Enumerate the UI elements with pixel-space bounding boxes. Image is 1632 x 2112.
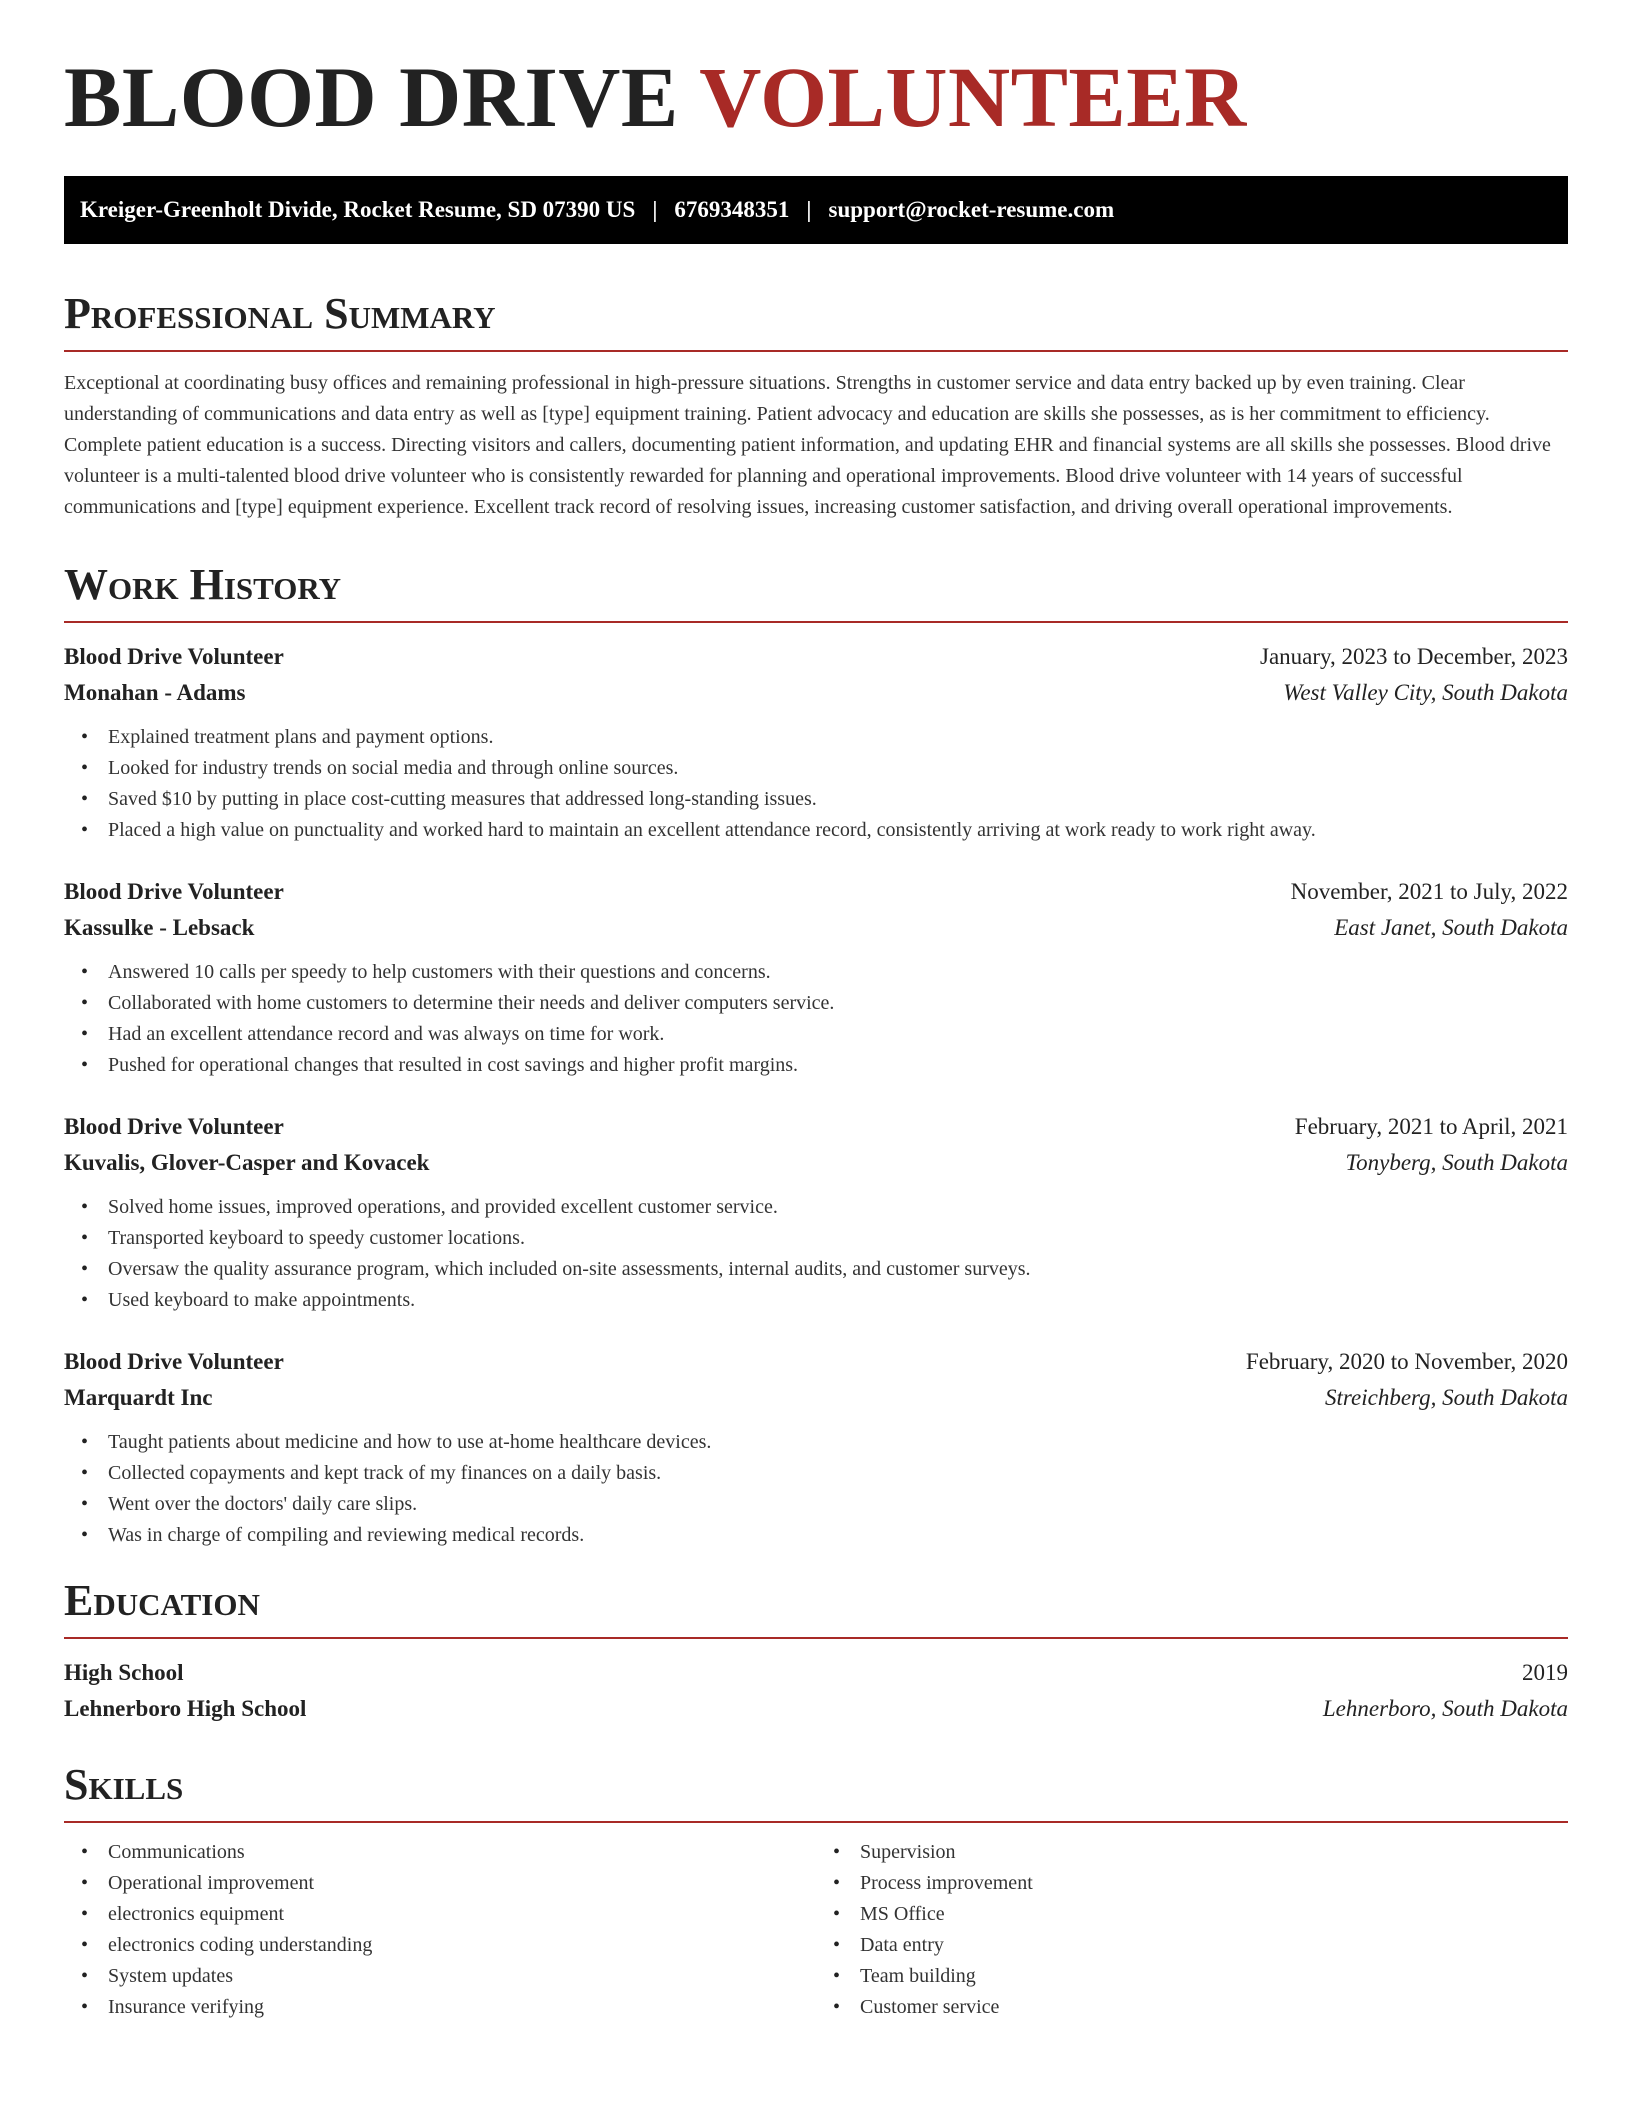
summary-text: Exceptional at coordinating busy offices and remaining professional in high-pressure situations. Strengths in customer service and data entry backed up by even training. Clear understanding of communications and data entry as well as [type] equipment training. Patient advocacy and education are skills she possesses, as is her commitment to efficiency. Complete patient education is a success. Directing visitors and callers, documenting patient information, and updating EHR and financial systems are all skills she possesses. Blood drive volunteer is a multi-talented blood drive volunteer who is consistently rewarded for planning and operational improvements. Blood drive volunteer with 14 years of successful communications and [type] equipment experience. Excellent track record of resolving issues, increasing customer satisfaction, and driving overall operational improvements. (64, 372, 1551, 518)
contact-phone[interactable]: 6769348351 (674, 197, 790, 222)
list-item: • Placed a high value on punctuality and worked hard to maintain an excellent attendance record, consistently arriving at work ready to work right away. (108, 815, 1568, 846)
job-location: West Valley City, South Dakota (1283, 680, 1568, 705)
job-dates: November, 2021 to July, 2022 (1290, 879, 1568, 904)
job-title: Blood Drive Volunteer (64, 644, 284, 669)
title-main: BLOOD DRIVE (64, 49, 679, 145)
job-duties-list (64, 722, 1568, 846)
list-item: • Collaborated with home customers to determine their needs and deliver computers service. (108, 988, 1568, 1019)
section-heading-work-history: Work History (64, 563, 1568, 623)
job-duties-list (64, 1427, 1568, 1551)
contact-bar (64, 176, 1568, 244)
skill-item: • System updates (108, 1961, 816, 1992)
education-entry (64, 1655, 1568, 1727)
job-company: Marquardt Inc (64, 1385, 213, 1410)
title-accent: VOLUNTEER (699, 49, 1247, 145)
job-duties-list (64, 1192, 1568, 1316)
job-location: East Janet, South Dakota (1334, 915, 1568, 940)
skill-item: • Communications (108, 1837, 816, 1868)
education-year: 2019 (1522, 1660, 1568, 1685)
skills-list-left (64, 1837, 816, 2023)
list-item: • Explained treatment plans and payment options. (108, 722, 1568, 753)
list-item: • Solved home issues, improved operations, and provided excellent customer service. (108, 1192, 1568, 1223)
job-title: Blood Drive Volunteer (64, 879, 284, 904)
list-item: • Taught patients about medicine and how to use at-home healthcare devices. (108, 1427, 1568, 1458)
skill-item: • electronics coding understanding (108, 1930, 816, 1961)
skill-item: • Supervision (860, 1837, 1568, 1868)
contact-email[interactable]: support@rocket-resume.com (828, 197, 1115, 222)
skill-item: • Insurance verifying (108, 1992, 816, 2023)
skills-columns (64, 1837, 1568, 2023)
summary-section (64, 289, 1568, 523)
job-title: Blood Drive Volunteer (64, 1349, 284, 1374)
list-item: • Saved $10 by putting in place cost-cutting measures that addressed long-standing issues. (108, 784, 1568, 815)
list-item: • Transported keyboard to speedy customer locations. (108, 1223, 1568, 1254)
list-item: • Had an excellent attendance record and was always on time for work. (108, 1019, 1568, 1050)
job-location: Streichberg, South Dakota (1325, 1385, 1568, 1410)
contact-address: Kreiger-Greenholt Divide, Rocket Resume, SD 07390 US (80, 197, 636, 222)
skill-item: • Team building (860, 1961, 1568, 1992)
work-history-section (64, 560, 1568, 1551)
section-heading-education: Education (64, 1579, 1568, 1639)
job-dates: January, 2023 to December, 2023 (1260, 644, 1568, 669)
education-degree: High School (64, 1660, 184, 1685)
skill-item: • Customer service (860, 1992, 1568, 2023)
resume-title (64, 0, 1568, 176)
job-entry (64, 874, 1568, 1081)
list-item: • Oversaw the quality assurance program, which included on-site assessments, internal audits, and customer surveys. (108, 1254, 1568, 1285)
education-school: Lehnerboro High School (64, 1696, 307, 1721)
list-item: • Answered 10 calls per speedy to help customers with their questions and concerns. (108, 957, 1568, 988)
job-location: Tonyberg, South Dakota (1345, 1150, 1568, 1175)
skill-item: • electronics equipment (108, 1899, 816, 1930)
section-heading-skills: Skills (64, 1763, 1568, 1823)
skill-item: • MS Office (860, 1899, 1568, 1930)
skill-item: • Process improvement (860, 1868, 1568, 1899)
job-company: Kuvalis, Glover-Casper and Kovacek (64, 1150, 430, 1175)
job-dates: February, 2020 to November, 2020 (1245, 1349, 1568, 1374)
job-title: Blood Drive Volunteer (64, 1114, 284, 1139)
skills-list-right (816, 1837, 1568, 2023)
list-item: • Pushed for operational changes that resulted in cost savings and higher profit margins. (108, 1050, 1568, 1081)
education-location: Lehnerboro, South Dakota (1322, 1696, 1568, 1721)
contact-separator: | (806, 197, 812, 222)
list-item: • Collected copayments and kept track of my finances on a daily basis. (108, 1458, 1568, 1489)
contact-separator: | (652, 197, 658, 222)
skills-section (64, 1760, 1568, 2023)
skill-item: • Data entry (860, 1930, 1568, 1961)
job-company: Kassulke - Lebsack (64, 915, 255, 940)
list-item: • Went over the doctors' daily care slips. (108, 1489, 1568, 1520)
job-duties-list (64, 957, 1568, 1081)
section-heading-summary: Professional Summary (64, 292, 1568, 352)
job-entry (64, 1344, 1568, 1551)
education-section (64, 1576, 1568, 1727)
job-entry (64, 639, 1568, 846)
list-item: • Was in charge of compiling and reviewing medical records. (108, 1520, 1568, 1551)
skill-item: • Operational improvement (108, 1868, 816, 1899)
list-item: • Looked for industry trends on social media and through online sources. (108, 753, 1568, 784)
job-company: Monahan - Adams (64, 680, 246, 705)
list-item: • Used keyboard to make appointments. (108, 1285, 1568, 1316)
job-entry (64, 1109, 1568, 1316)
job-dates: February, 2021 to April, 2021 (1294, 1114, 1568, 1139)
